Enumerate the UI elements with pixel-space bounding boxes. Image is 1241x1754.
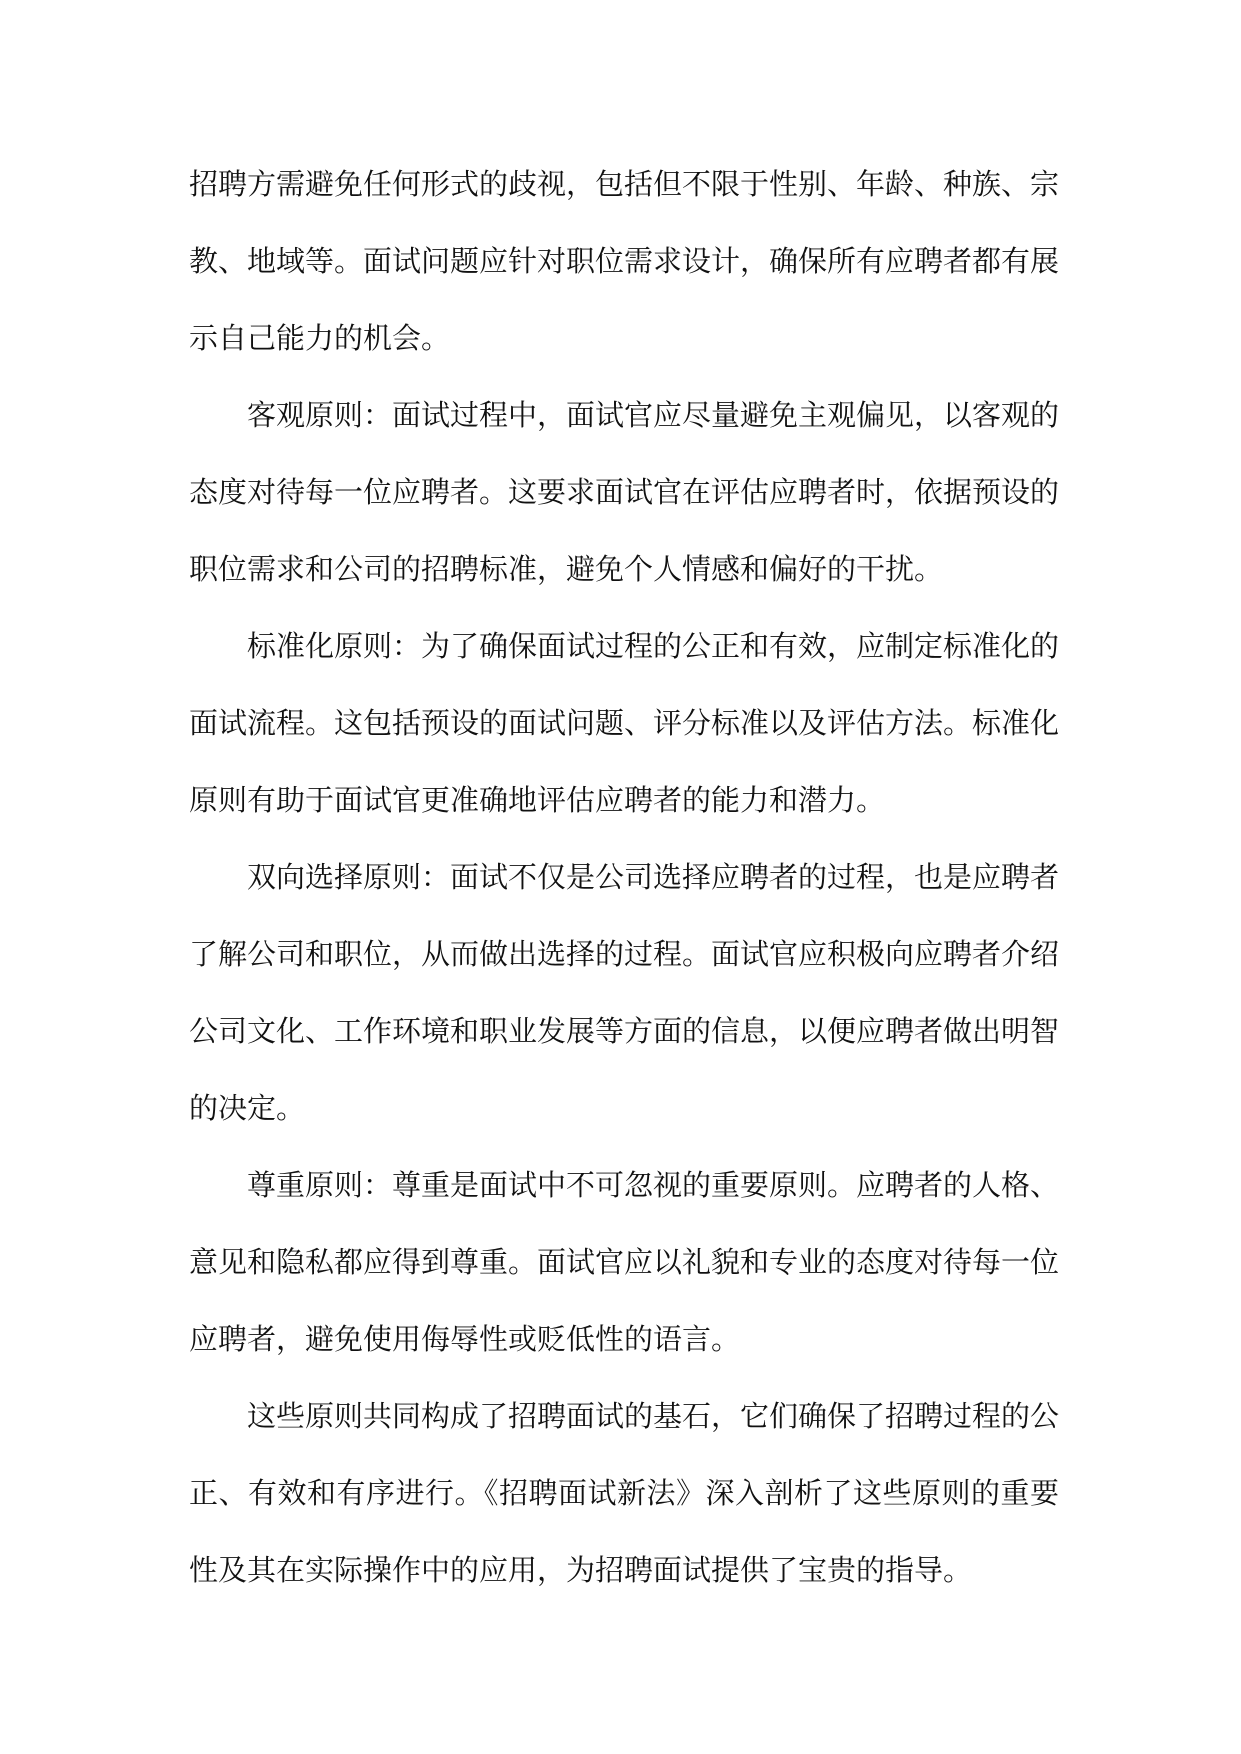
paragraph-respect-principle: 尊重原则：尊重是面试中不可忽视的重要原则。应聘者的人格、意见和隐私都应得到尊重。面试官应以礼貌和专业的态度对待每一位应聘者，避免使用侮辱性或贬低性的语言。 bbox=[189, 1168, 1060, 1356]
document-body bbox=[189, 146, 1059, 1609]
paragraph-mutual-selection-principle: 双向选择原则：面试不仅是公司选择应聘者的过程，也是应聘者了解公司和职位，从而做出选择的过程。面试官应积极向应聘者介绍公司文化、工作环境和职业发展等方面的信息，以便应聘者做出明智的决定。 bbox=[189, 860, 1060, 1125]
paragraph-standardization-principle: 标准化原则：为了确保面试过程的公正和有效，应制定标准化的面试流程。这包括预设的面试问题、评分标准以及评估方法。标准化原则有助于面试官更准确地评估应聘者的能力和潜力。 bbox=[189, 629, 1060, 817]
paragraph-objective-principle: 客观原则：面试过程中，面试官应尽量避免主观偏见，以客观的态度对待每一位应聘者。这要求面试官在评估应聘者时，依据预设的职位需求和公司的招聘标准，避免个人情感和偏好的干扰。 bbox=[189, 398, 1060, 586]
paragraph-continuation: 招聘方需避免任何形式的歧视，包括但不限于性别、年龄、种族、宗教、地域等。面试问题应针对职位需求设计，确保所有应聘者都有展示自己能力的机会。 bbox=[189, 167, 1060, 355]
paragraph-conclusion: 这些原则共同构成了招聘面试的基石，它们确保了招聘过程的公正、有效和有序进行。《招聘面试新法》深入剖析了这些原则的重要性及其在实际操作中的应用，为招聘面试提供了宝贵的指导。 bbox=[189, 1399, 1060, 1587]
